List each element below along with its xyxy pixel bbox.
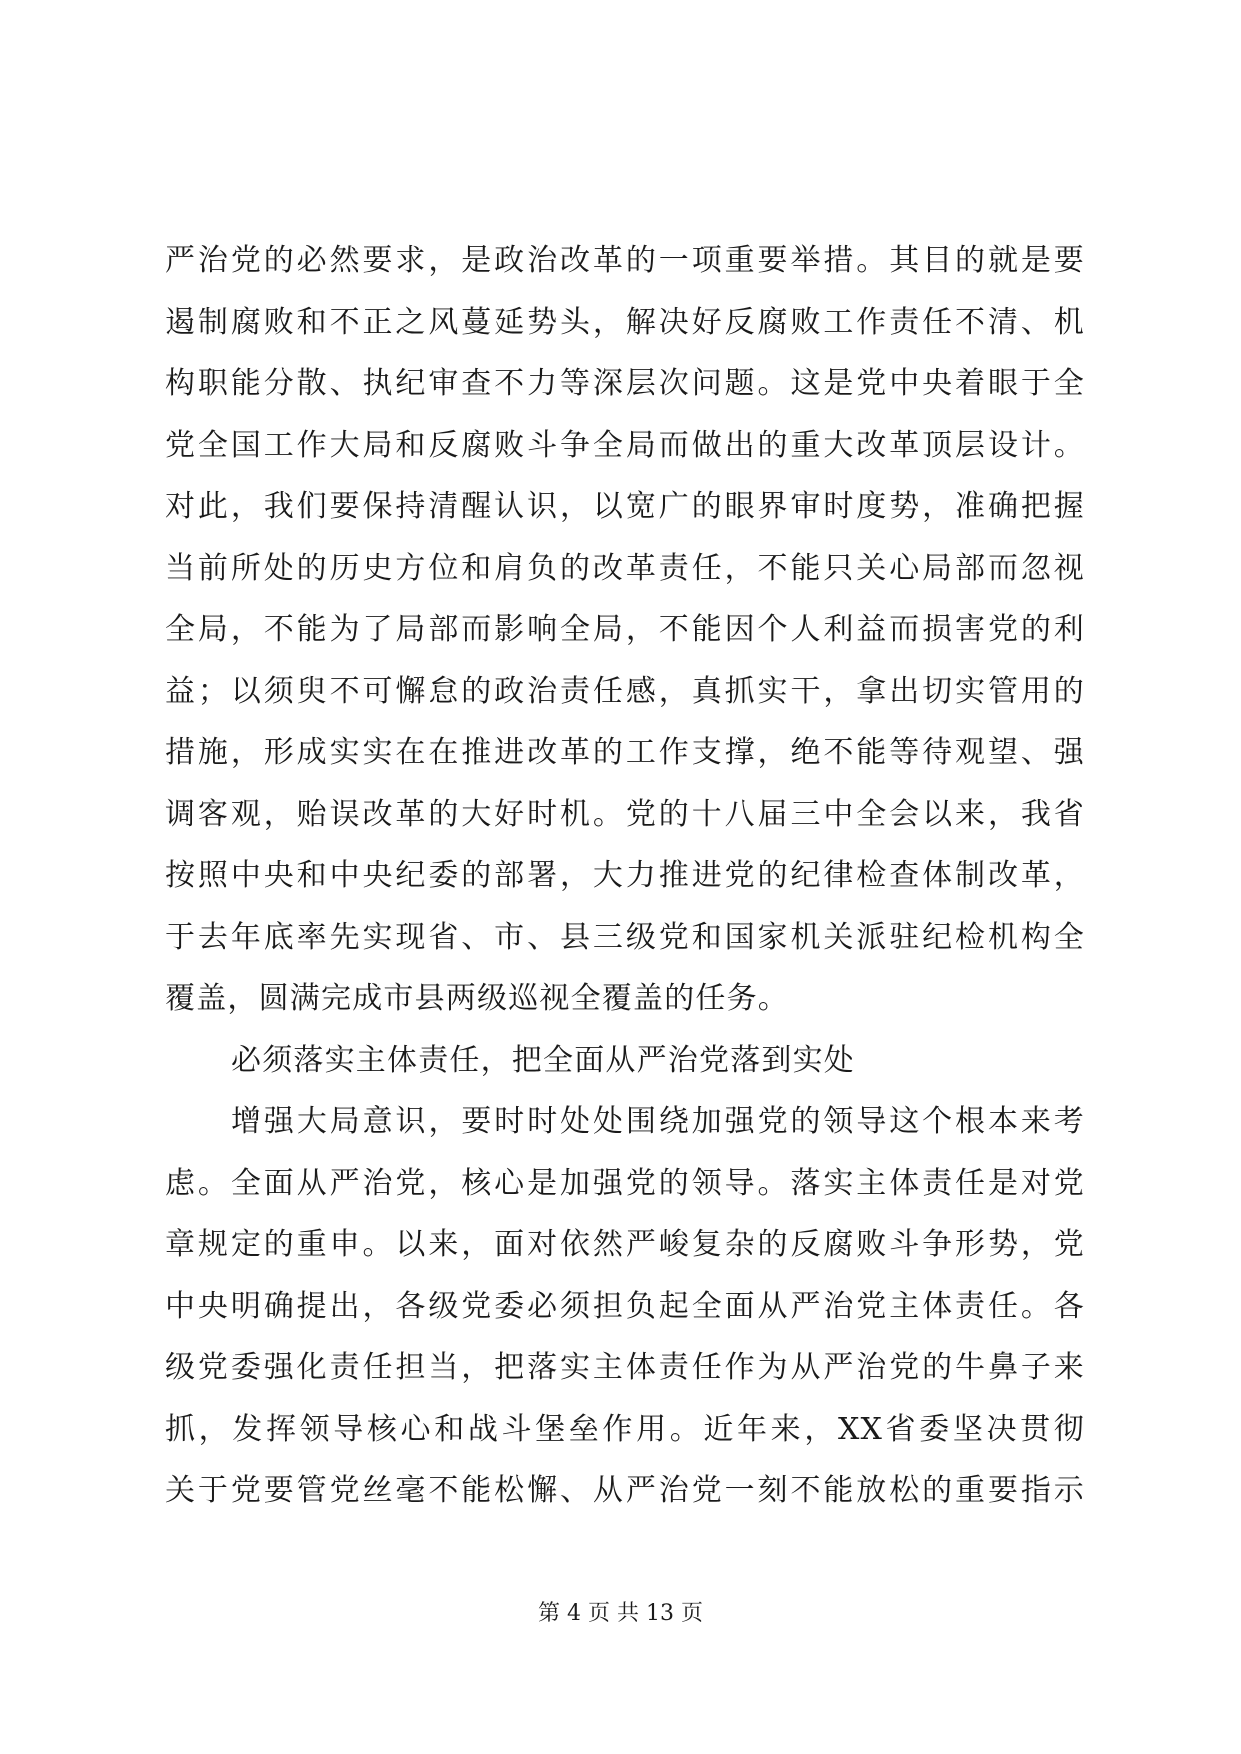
text-line: 对此，我们要保持清醒认识，以宽广的眼界审时度势，准确把握 — [165, 489, 1085, 524]
page-footer — [0, 1596, 1241, 1627]
text-line: 构职能分散、执纪审查不力等深层次问题。这是党中央着眼于全 — [165, 366, 1085, 401]
text-line: 调客观，贻误改革的大好时机。党的十八届三中全会以来，我省 — [165, 796, 1085, 832]
text-line: 抓，发挥领导核心和战斗堡垒作用。近年来，XX省委坚决贯彻 — [165, 1411, 1085, 1447]
text-line: 益；以须臾不可懈怠的政治责任感，真抓实干，拿出切实管用的 — [165, 673, 1085, 709]
body-text — [165, 230, 1085, 1522]
text-line: 遏制腐败和不正之风蔓延势头，解决好反腐败工作责任不清、机 — [165, 304, 1085, 340]
text-line: 按照中央和中央纪委的部署，大力推进党的纪律检查体制改革， — [165, 858, 1085, 893]
text-line: 中央明确提出，各级党委必须担负起全面从严治党主体责任。各 — [165, 1288, 1085, 1324]
text-line: 增强大局意识，要时时处处围绕加强党的领导这个根本来考 — [231, 1104, 1085, 1139]
page-number-label: 第 4 页 共 13 页 — [538, 1601, 703, 1626]
text-line: 措施，形成实实在在推进改革的工作支撑，绝不能等待观望、强 — [165, 735, 1085, 770]
text-line: 全局，不能为了局部而影响全局，不能因个人利益而损害党的利 — [165, 612, 1085, 647]
text-line: 章规定的重申。以来，面对依然严峻复杂的反腐败斗争形势，党 — [165, 1227, 1085, 1262]
text-line: 于去年底率先实现省、市、县三级党和国家机关派驻纪检机构全 — [165, 919, 1085, 955]
section-heading: 必须落实主体责任，把全面从严治党落到实处 — [231, 1042, 855, 1078]
text-line: 严治党的必然要求，是政治改革的一项重要举措。其目的就是要 — [165, 243, 1085, 278]
text-line: 关于党要管党丝毫不能松懈、从严治党一刻不能放松的重要指示 — [165, 1473, 1085, 1508]
text-line: 党全国工作大局和反腐败斗争全局而做出的重大改革顶层设计。 — [165, 427, 1085, 463]
text-line: 级党委强化责任担当，把落实主体责任作为从严治党的牛鼻子来 — [165, 1350, 1085, 1385]
text-line: 虑。全面从严治党，核心是加强党的领导。落实主体责任是对党 — [165, 1165, 1085, 1201]
text-line: 覆盖，圆满完成市县两级巡视全覆盖的任务。 — [165, 981, 789, 1016]
text-line: 当前所处的历史方位和肩负的改革责任，不能只关心局部而忽视 — [165, 550, 1085, 586]
